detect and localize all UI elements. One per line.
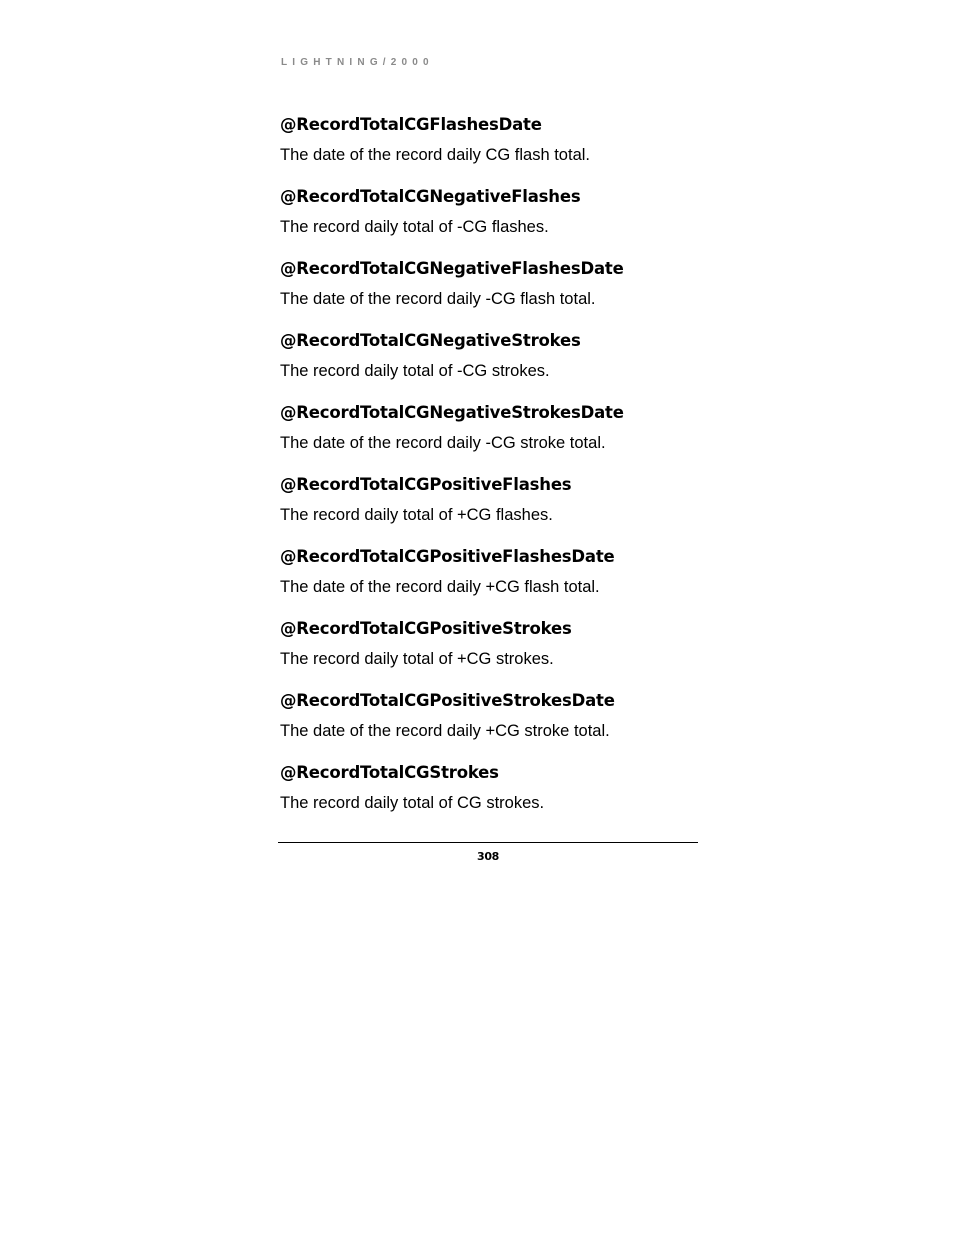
variable-entry xyxy=(280,546,710,618)
variable-description: The date of the record daily -CG stroke total. xyxy=(280,434,606,452)
variable-entry xyxy=(280,114,710,186)
variable-list xyxy=(280,114,710,834)
variable-description: The record daily total of +CG flashes. xyxy=(280,506,553,524)
variable-entry xyxy=(280,618,710,690)
variable-description: The record daily total of CG strokes. xyxy=(280,794,545,812)
variable-entry xyxy=(280,186,710,258)
variable-name: @RecordTotalCGNegativeFlashes xyxy=(280,187,581,206)
variable-name: @RecordTotalCGPositiveStrokesDate xyxy=(280,691,615,710)
variable-name: @RecordTotalCGFlashesDate xyxy=(280,115,542,134)
variable-description: The date of the record daily -CG flash total. xyxy=(280,290,596,308)
variable-description: The record daily total of +CG strokes. xyxy=(280,650,554,668)
variable-name: @RecordTotalCGPositiveFlashes xyxy=(280,475,572,494)
variable-name: @RecordTotalCGNegativeStrokes xyxy=(280,331,581,350)
variable-description: The date of the record daily CG flash total. xyxy=(280,146,590,164)
variable-entry xyxy=(280,762,710,834)
variable-description: The record daily total of -CG flashes. xyxy=(280,218,549,236)
variable-entry xyxy=(280,258,710,330)
footer-divider xyxy=(278,842,698,843)
variable-entry xyxy=(280,402,710,474)
variable-description: The date of the record daily +CG stroke total. xyxy=(280,722,610,740)
running-header: LIGHTNING/2000 xyxy=(281,57,434,68)
variable-description: The date of the record daily +CG flash total. xyxy=(280,578,600,596)
variable-description: The record daily total of -CG strokes. xyxy=(280,362,550,380)
variable-entry xyxy=(280,474,710,546)
variable-name: @RecordTotalCGNegativeStrokesDate xyxy=(280,403,624,422)
page-number: 308 xyxy=(476,850,500,863)
variable-entry xyxy=(280,330,710,402)
variable-name: @RecordTotalCGStrokes xyxy=(280,763,499,782)
variable-name: @RecordTotalCGPositiveFlashesDate xyxy=(280,547,615,566)
variable-entry xyxy=(280,690,710,762)
variable-name: @RecordTotalCGNegativeFlashesDate xyxy=(280,259,624,278)
variable-name: @RecordTotalCGPositiveStrokes xyxy=(280,619,572,638)
